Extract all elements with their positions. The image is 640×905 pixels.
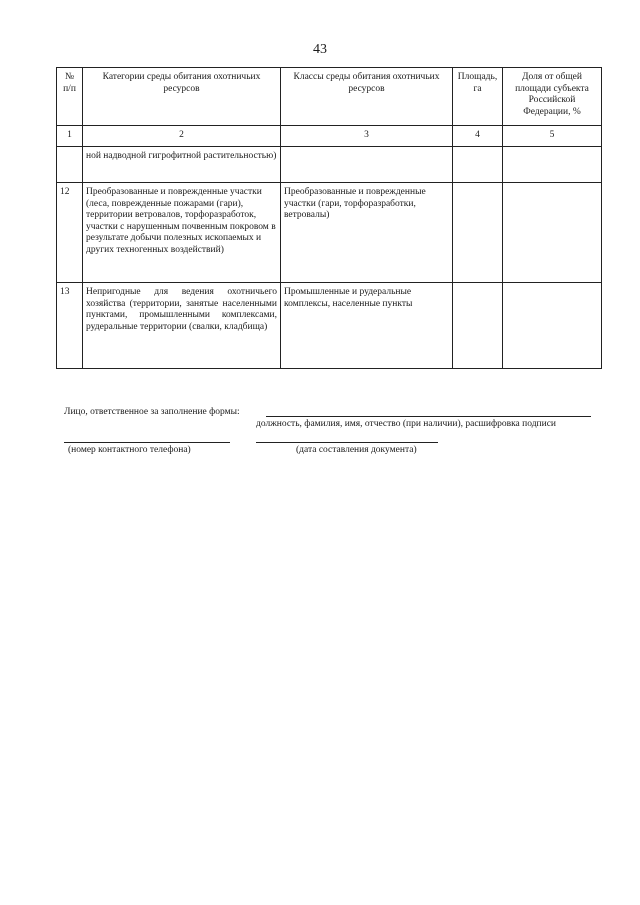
header-share: Доля от общей площади субъекта Российской Федерации, %: [503, 68, 602, 126]
row-area: [453, 283, 503, 369]
row-category: Преобразованные и поврежденные участки (леса, поврежденные пожарами (гари), территории ветровалов, торфоразработок, участки с нарушенным почвенным покровом в результате добычи полезных ископаемых и других техногенных воздействий): [83, 183, 281, 283]
row-area: [453, 183, 503, 283]
header-category: Категории среды обитания охотничьих ресурсов: [83, 68, 281, 126]
row-share: [503, 183, 602, 283]
phone-line: [64, 442, 230, 443]
responsible-signature-line: [266, 416, 591, 417]
row-class: [281, 147, 453, 183]
column-number: 1: [57, 126, 83, 147]
row-class: Преобразованные и поврежденные участки (гари, торфоразработки, ветровалы): [281, 183, 453, 283]
page-number: 43: [313, 42, 327, 57]
column-number: 4: [453, 126, 503, 147]
header-num: № п/п: [57, 68, 83, 126]
header-area: Площадь, га: [453, 68, 503, 126]
table-row: [57, 283, 602, 369]
table-row: [57, 147, 602, 183]
row-area: [453, 147, 503, 183]
row-num: [57, 147, 83, 183]
row-category: Непригодные для ведения охотничьего хозяйства (территории, занятые населенными пунктами, промышленными комплексами, рудеральные территории (свалки, кладбища): [83, 283, 281, 369]
responsible-caption: должность, фамилия, имя, отчество (при наличии), расшифровка подписи: [256, 419, 557, 429]
column-number: 5: [503, 126, 602, 147]
table-header-row: [57, 68, 602, 126]
responsible-label: Лицо, ответственное за заполнение формы:: [64, 407, 240, 417]
row-num: 12: [57, 183, 83, 283]
column-number: 2: [83, 126, 281, 147]
table-row: [57, 183, 602, 283]
row-num: 13: [57, 283, 83, 369]
row-category: ной надводной гигрофитной растительностью): [83, 147, 281, 183]
hunting-habitat-table: [56, 67, 602, 369]
phone-caption: (номер контактного телефона): [68, 445, 191, 455]
date-line: [256, 442, 438, 443]
row-share: [503, 147, 602, 183]
column-number: 3: [281, 126, 453, 147]
column-number-row: [57, 126, 602, 147]
header-class: Классы среды обитания охотничьих ресурсов: [281, 68, 453, 126]
row-share: [503, 283, 602, 369]
date-caption: (дата составления документа): [296, 445, 417, 455]
row-class: Промышленные и рудеральные комплексы, населенные пункты: [281, 283, 453, 369]
